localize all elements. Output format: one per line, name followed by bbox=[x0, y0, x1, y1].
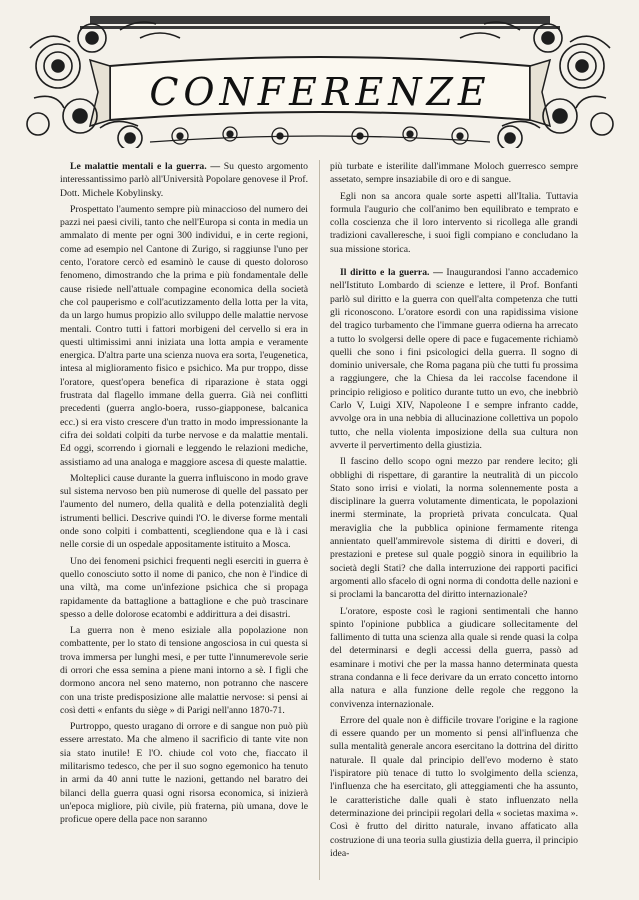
right-column bbox=[330, 160, 578, 888]
paragraph: Il fascino dello scopo ogni mezzo par rendere lecito; gli obblighi di rispettare, di garantire la neutralità di un piccolo Stato sono irrisi e violati, la norma solennemente posta a disciplinare la guerra volutamente dimenticata, le popolazioni inermi sterminate, la proprietà privata conculcata. Qual meraviglia che la pubblica opinione fermamente ritenga annientato quell'ammirevole sistema di diritti e doveri, di prestazioni e pretese sul quale poggiò sinora in equilibrio la società degli Stati? che dalla interruzione dei rapporti pacifici argomenti allo sfacelo di ogni norma di condotta delle nazioni e si proclami la bancarotta del diritto internazionale? bbox=[330, 456, 578, 601]
section-title: CONFERENZE bbox=[149, 70, 491, 114]
paragraph: L'oratore, esposte così le ragioni sentimentali che hanno spinto l'opinione pubblica a giudicare sollecitamente del fallimento di tutta una scienza alla quale si rende quasi la colpa del determinarsi e degli accessi della guerra, passò ad esaminare i motivi che per la massa hanno determinata questa strana condanna e li fece derivare da un errato concetto intorno alla natura e alla funzione delle regole che reggono la convivenza internazionale. bbox=[330, 605, 578, 710]
article-heading: Il diritto e la guerra. — bbox=[340, 267, 443, 279]
paragraph: La guerra non è meno esiziale alla popolazione non combattente, per lo stato di tensione angosciosa in cui questa si trova immersa per lunghi mesi, e per tutte l'innumerevole serie di orrori che essa semina a piene mani intorno a sè. I figli che dormono ancora nel seno materno, non potranno che nascere con una triste predisposizione alle malattie nervose: si pensi ai così detti « enfants du siège » di Parigi nell'anno 1870-71. bbox=[60, 625, 308, 716]
paragraph bbox=[60, 160, 308, 200]
paragraph bbox=[330, 266, 578, 452]
paragraph: Errore del quale non è difficile trovare l'origine e la ragione di essere quando per un momento si pensi all'influenza che sulla mentalità generale ancora esercitano la dottrina del diritto naturale. Il quale dal principio dell'evo moderno è stato l'ispiratore più tenace di tutto lo svolgimento della scienza, l'influenza che ha esercitato, gli atteggiamenti che ha assunto, le caratteristiche dalle quali è stato influenzato nella determinazione dei principii regolari della « societas maxima ». Così è frutto del diritto naturale, invano affaticato alla costruzione di una teoria sulla giustizia della guerra, il principio idea- bbox=[330, 714, 578, 859]
column-divider bbox=[319, 160, 320, 880]
paragraph-text: Su questo argomento interessantissimo parlò all'Università Popolare genovese il Prof. Dott. Michele Kobylinsky. bbox=[60, 161, 308, 199]
header-ornament bbox=[20, 8, 620, 148]
paragraph: Prospettato l'aumento sempre più minaccioso del numero dei pazzi nei paesi civili, tanto che nell'Europa si conta in media un ammalato di mente per ogni 300 individui, e in certe regioni, come ad esempio nel Cantone di Zurigo, si raggiunse l'uno per cento, l'oratore cercò ed esaminò le cause di questo doloroso fenomeno, dimostrando che la prima e più fondamentale delle cause risiede nell'attuale compagine economica della società che col pauperismo e coll'acutizzamento della lotta per la vita, da un largo humus propizio allo sviluppo delle malattie nervose mentali. Contro tutti i fattori morbigeni del cervello si era in questi ultimissimi anni iniziata una lotta ampia e veramente energica. D'altra parte una scienza nuova era sorta, l'eugenetica, intesa al miglioramento fisico e psichico. Ma pur troppo, disse l'oratore, quest'opera benefica di riparazione è stata oggi frustrata dal flagello immane della guerra. Già nei conflitti precedenti (guerra anglo-boera, russo-giapponese, balcanica ecc.) si era visto crescere d'un tratto in modo impressionante la cifra dei soldati colpiti da turbe nervose e da malattie mentali. Ed oggi, scorrendo i giornali e leggendo le relazioni mediche, assistiamo ad una analoga e maggiore ascesa di queste malattie. bbox=[60, 203, 308, 468]
paragraph: più turbate e isterilite dall'immane Moloch guerresco sempre assetato, sempre insaziabile di oro e di sangue. bbox=[330, 161, 578, 186]
paragraph: Purtroppo, questo uragano di orrore e di sangue non può più essere arrestato. Ma che almeno il sacrificio di tante vite non sia stato inutile! E l'O. chiude col voto che, fiaccato il militarismo tedesco, che per il suo sogno egemonico ha tenuto in armi da 40 anni tutte le nazioni, gettando nel baratro dei bilanci della guerra quasi ogni risorsa economica, si inizierà un'epoca migliore, più civile, più fraterna, più umana, dove le proficue opere della pace non saranno bbox=[60, 721, 308, 826]
paragraph: Egli non sa ancora quale sorte aspetti all'Italia. Tuttavia formula l'augurio che coll'animo ben equilibrato e temprato e colla coscienza che il loro intervento si ricollega alle grandi tradizioni cavalleresche, i suoi figli compiano e concludano la sua missione storica. bbox=[330, 190, 578, 255]
paragraph: Uno dei fenomeni psichici frequenti negli eserciti in guerra è quello conosciuto sotto il nome di panico, che non è l'indice di una viltà, ma come un'infezione psichica che si propaga rapidamente da battaglione a battaglione e che può trascinare spesso a delle dolorose ecatombi e addirittura a dei disastri. bbox=[60, 555, 308, 620]
paragraph: Molteplici cause durante la guerra influiscono in modo grave sul sistema nervoso ben più numerose di quelle del passato per l'aumento del numero, della qualità e della potenzialità degli istrumenti bellici. Descrive quindi l'O. le diverse forme mentali onde sono colpiti i combattenti, scegliendone qua e là i casi nelle corsie di un ospedale appositamente istituito a Mosca. bbox=[60, 472, 308, 551]
left-column bbox=[60, 160, 308, 888]
article-heading: Le malattie mentali e la guerra. — bbox=[70, 161, 221, 172]
paragraph-text: Inaugurandosi l'anno accademico nell'Istituto Lombardo di scienze e lettere, il Prof. Bonfanti parlò sul diritto e la guerra con quell'alta competenza che tutti gli riconoscono. L'oratore esordì con una rapidissima visione del tragico turbamento che l'immane guerra odierna ha arrecato a tutto lo svolgersi delle opere di pace e fugacemente richiamò quelli che sono i fini psicologici della guerra. Il sogno di dominio universale, che Roma pagana più che tutti fu prossima a raggiungere, che la Chiesa da lei raccolse facendone il principio religioso e politico durante tutto un evo, che inebbriò Carlo V, Luigi XIV, Napoleone I e sempre infranto cadde, avvolge ora in una nebbia di allucinazione collettiva un popolo tutto, che nella violenta imposizione della sua cultura non avverte il pervertimento della giustizia. bbox=[330, 267, 578, 451]
